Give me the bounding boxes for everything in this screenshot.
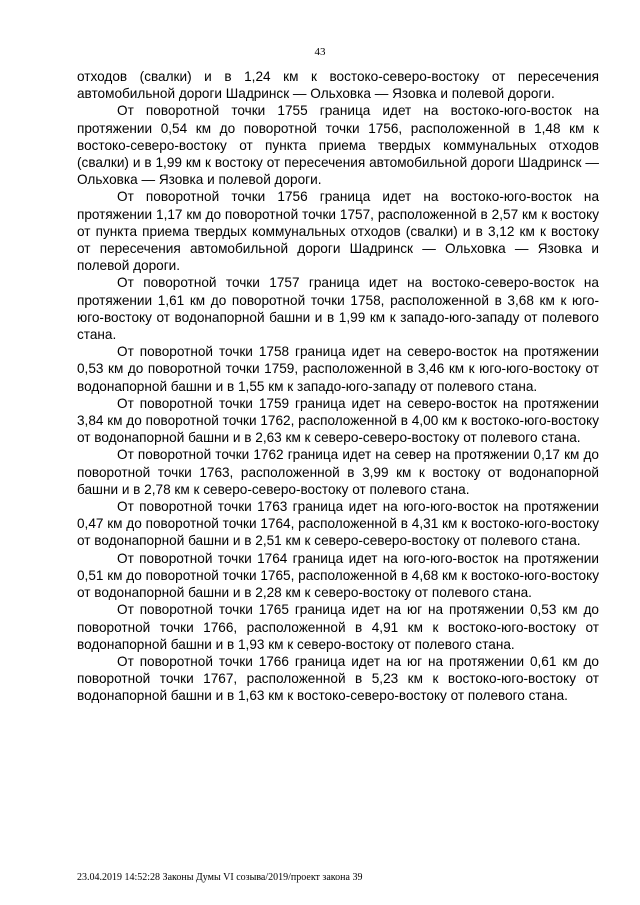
paragraph-point-1757: От поворотной точки 1757 граница идет на востоко-северо-восток на протяжении 1,61 км до поворотной точки 1758, расположенной в 3,68 км к юго-юго-востоку от водонапорной башни и в 1,99 км к западо-юго-западу от полевого стана.: [77, 275, 599, 343]
paragraph-point-1756: От поворотной точки 1756 граница идет на востоко-юго-восток на протяжении 1,17 км до поворотной точки 1757, расположенной в 2,57 км к востоку от пункта приема твердых коммунальных отходов (свалки) и в 3,12 км к востоку от пересечения автомобильной дороги Шадринск — Ольховка — Язовка и полевой дороги.: [77, 189, 599, 274]
paragraph-point-1763: От поворотной точки 1763 граница идет на юго-юго-восток на протяжении 0,47 км до поворотной точки 1764, расположенной в 4,31 км к востоко-юго-востоку от водонапорной башни и в 2,51 км к северо-северо-востоку от полевого стана.: [77, 499, 599, 549]
page-number: 43: [314, 46, 326, 58]
paragraph-point-1755: От поворотной точки 1755 граница идет на востоко-юго-восток на протяжении 0,54 км до поворотной точки 1756, расположенной в 1,48 км к востоко-северо-востоку от пункта приема твердых коммунальных отходов (свалки) и в 1,99 км к востоку от пересечения автомобильной дороги Шадринск — Ольховка — Язовка и полевой дороги.: [77, 103, 599, 188]
paragraph-point-1765: От поворотной точки 1765 граница идет на юг на протяжении 0,53 км до поворотной точки 1766, расположенной в 4,91 км к востоко-юго-востоку от водонапорной башни и в 1,93 км к северо-востоку от полевого стана.: [77, 602, 599, 652]
paragraph-point-1758: От поворотной точки 1758 граница идет на северо-восток на протяжении 0,53 км до поворотной точки 1759, расположенной в 3,46 км к юго-юго-востоку от водонапорной башни и в 1,55 км к западо-юго-западу от полевого стана.: [77, 344, 599, 394]
paragraph-point-1759: От поворотной точки 1759 граница идет на северо-восток на протяжении 3,84 км до поворотной точки 1762, расположенной в 4,00 км к востоко-юго-востоку от водонапорной башни и в 2,63 км к северо-северо-востоку от полевого стана.: [77, 395, 599, 446]
paragraph-point-1766: От поворотной точки 1766 граница идет на юг на протяжении 0,61 км до поворотной точки 1767, расположенной в 5,23 км к востоко-юго-востоку от водонапорной башни и в 1,63 км к востоко-северо-востоку от полевого стана.: [77, 653, 599, 704]
paragraph-point-1762: От поворотной точки 1762 граница идет на север на протяжении 0,17 км до поворотной точки 1763, расположенной в 3,99 км к востоку от водонапорной башни и в 2,78 км к северо-северо-востоку от полевого стана.: [77, 447, 599, 497]
paragraph-continuation: отходов (свалки) и в 1,24 км к востоко-северо-востоку от пересечения автомобильной дороги Шадринск — Ольховка — Язовка и полевой дороги.: [77, 69, 599, 102]
document-footer: 23.04.2019 14:52:28 Законы Думы VI созыва/2019/проект закона 39: [77, 872, 363, 883]
paragraph-point-1764: От поворотной точки 1764 граница идет на юго-юго-восток на протяжении 0,51 км до поворотной точки 1765, расположенной в 4,68 км к востоко-юго-востоку от водонапорной башни и в 2,28 км к северо-востоку от полевого стана.: [77, 550, 599, 601]
document-body: [77, 68, 599, 705]
